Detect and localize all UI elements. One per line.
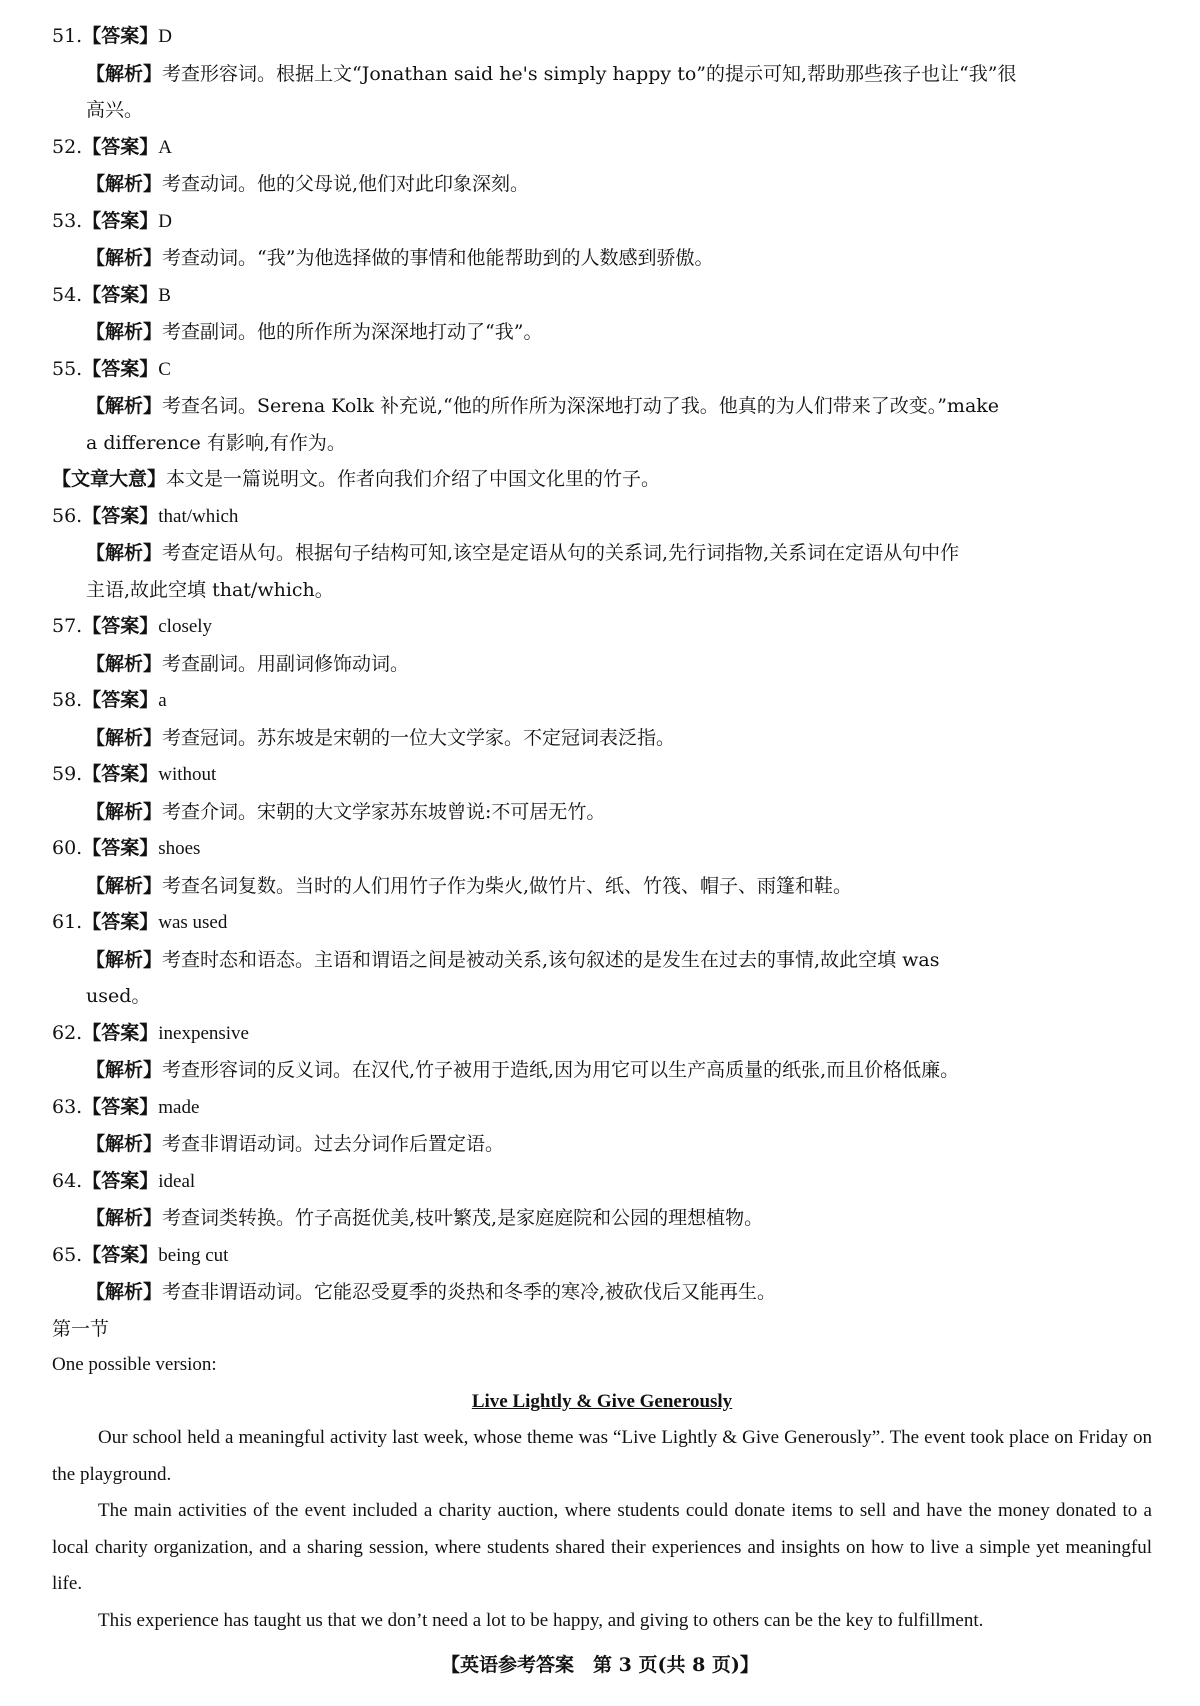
answer-tag: 【答案】	[82, 837, 159, 859]
explanation-line	[52, 868, 1152, 905]
explanation-line	[52, 425, 1152, 462]
explanation-tag: 【解析】	[86, 247, 163, 269]
answer-tag: 【答案】	[82, 911, 159, 933]
explanation-tag: 【解析】	[86, 652, 163, 675]
explanation-tag: 【解析】	[86, 1281, 163, 1303]
answer-line	[52, 608, 1152, 646]
answer-line	[52, 18, 1152, 56]
question-number: 58.	[52, 689, 83, 711]
answer-value: A	[158, 136, 172, 158]
explanation-line	[52, 56, 1152, 93]
answer-tag: 【答案】	[82, 283, 159, 306]
essay-paragraph-2: The main activities of the event included a charity auction, where students could donate items to sell and have the money donated to a local charity organization, and a sharing session, where students shared their experiences and insights on how to live a simple yet meaningful life.	[52, 1500, 1152, 1594]
answer-key-page	[52, 18, 1152, 1639]
question-number: 63.	[52, 1095, 83, 1118]
question-number: 56.	[52, 504, 83, 527]
answer-value: was used	[158, 912, 228, 933]
explanation-line	[52, 1274, 1152, 1311]
explanation-text: used。	[86, 985, 151, 1007]
explanation-line	[52, 572, 1152, 609]
answer-value: inexpensive	[158, 1022, 249, 1044]
answer-value: that/which	[158, 505, 239, 527]
explanation-line	[52, 388, 1152, 425]
page-footer: 【英语参考答案 第 3 页(共 8 页)】	[441, 1654, 759, 1676]
explanation-tag: 【解析】	[86, 173, 163, 195]
explanation-tag: 【解析】	[86, 1059, 163, 1081]
explanation-line	[52, 720, 1152, 757]
explanation-line	[52, 646, 1152, 683]
explanation-line	[52, 240, 1152, 277]
explanation-tag: 【解析】	[86, 395, 163, 417]
explanation-line	[52, 942, 1152, 979]
explanation-line	[52, 1052, 1152, 1089]
answer-tag: 【答案】	[82, 135, 159, 158]
explanation-line	[52, 166, 1152, 203]
explanation-tag: 【解析】	[86, 800, 163, 823]
explanation-tag: 【解析】	[86, 1207, 163, 1229]
explanation-text: 考查副词。用副词修饰动词。	[162, 652, 410, 675]
explanation-text: 考查词类转换。竹子高挺优美,枝叶繁茂,是家庭庭院和公园的理想植物。	[162, 1207, 764, 1229]
explanation-line	[52, 1200, 1152, 1237]
answer-value: B	[158, 284, 171, 306]
answer-line	[52, 682, 1152, 720]
answer-value: closely	[158, 616, 213, 637]
explanation-line	[52, 92, 1152, 129]
answer-line	[52, 1237, 1152, 1275]
answer-tag: 【答案】	[82, 763, 159, 785]
answer-value: shoes	[158, 838, 201, 859]
explanation-tag: 【解析】	[86, 62, 163, 85]
summary-line	[52, 461, 1152, 498]
explanation-line	[52, 978, 1152, 1015]
answer-tag: 【答案】	[82, 1243, 159, 1266]
answer-tag: 【答案】	[82, 689, 159, 711]
answer-line	[52, 351, 1152, 389]
explanation-text: 考查形容词的反义词。在汉代,竹子被用于造纸,因为用它可以生产高质量的纸张,而且价格低廉。	[162, 1059, 960, 1081]
answer-tag: 【答案】	[82, 25, 159, 47]
explanation-text: 考查形容词。根据上文“Jonathan said he's simply happy to”的提示可知,帮助那些孩子也让“我”很	[162, 62, 1017, 85]
explanation-text: 考查动词。他的父母说,他们对此印象深刻。	[162, 173, 530, 195]
answer-line	[52, 498, 1152, 536]
answer-tag: 【答案】	[82, 1095, 159, 1118]
section-intro: One possible version:	[52, 1354, 217, 1375]
answer-line	[52, 1163, 1152, 1201]
essay-paragraph-1: Our school held a meaningful activity last week, whose theme was “Live Lightly & Give Generously”. The event took place on Friday on the playground.	[52, 1427, 1152, 1485]
answer-value: ideal	[158, 1170, 196, 1192]
answer-line	[52, 904, 1152, 942]
explanation-text: 考查非谓语动词。它能忍受夏季的炎热和冬季的寒冷,被砍伐后又能再生。	[162, 1281, 777, 1303]
answer-tag: 【答案】	[82, 357, 159, 380]
question-number: 53.	[52, 209, 83, 232]
answer-value: C	[158, 358, 171, 380]
answer-line	[52, 1089, 1152, 1127]
answer-value: D	[158, 26, 172, 47]
question-number: 62.	[52, 1021, 83, 1044]
explanation-tag: 【解析】	[86, 542, 163, 564]
answers-56-65	[52, 498, 1152, 1311]
explanation-text: 考查名词复数。当时的人们用竹子作为柴火,做竹片、纸、竹筏、帽子、雨篷和鞋。	[162, 874, 853, 897]
answer-line	[52, 1015, 1152, 1053]
explanation-line	[52, 794, 1152, 831]
explanation-line	[52, 1126, 1152, 1163]
section-heading: 第一节	[52, 1317, 110, 1340]
explanation-tag: 【解析】	[86, 874, 163, 897]
answer-value: made	[158, 1096, 200, 1118]
question-number: 51.	[52, 25, 83, 47]
explanation-line	[52, 535, 1152, 572]
essay-paragraph-3: This experience has taught us that we don’t need a lot to be happy, and giving to others can be the key to fulfillment.	[98, 1609, 984, 1631]
explanation-tag: 【解析】	[86, 321, 163, 343]
summary-text: 本文是一篇说明文。作者向我们介绍了中国文化里的竹子。	[166, 468, 661, 490]
answer-tag: 【答案】	[82, 615, 159, 637]
explanation-line	[52, 314, 1152, 351]
answers-51-55	[52, 18, 1152, 461]
answer-value: being cut	[158, 1244, 229, 1266]
explanation-text: 考查名词。Serena Kolk 补充说,“他的所作所为深深地打动了我。他真的为人们带来了改变。”make	[162, 395, 1000, 417]
question-number: 60.	[52, 837, 83, 859]
answer-value: a	[158, 690, 167, 711]
answer-tag: 【答案】	[82, 504, 159, 527]
answer-line	[52, 203, 1152, 241]
essay-title: Live Lightly & Give Generously	[471, 1390, 733, 1412]
explanation-text: 主语,故此空填 that/which。	[86, 578, 334, 601]
explanation-text: 考查介词。宋朝的大文学家苏东坡曾说:不可居无竹。	[162, 800, 606, 823]
question-number: 55.	[52, 357, 83, 380]
explanation-text: a difference 有影响,有作为。	[86, 431, 346, 454]
question-number: 61.	[52, 911, 83, 933]
explanation-text: 考查动词。“我”为他选择做的事情和他能帮助到的人数感到骄傲。	[162, 247, 714, 269]
answer-tag: 【答案】	[82, 1169, 159, 1192]
explanation-tag: 【解析】	[86, 1133, 163, 1155]
question-number: 64.	[52, 1169, 83, 1192]
question-number: 59.	[52, 763, 83, 785]
question-number: 52.	[52, 135, 83, 158]
answer-value: D	[158, 210, 172, 232]
explanation-text: 考查副词。他的所作所为深深地打动了“我”。	[162, 321, 543, 343]
answer-line	[52, 756, 1152, 794]
explanation-text: 考查冠词。苏东坡是宋朝的一位大文学家。不定冠词表泛指。	[162, 726, 676, 749]
answer-line	[52, 129, 1152, 167]
explanation-tag: 【解析】	[86, 726, 163, 749]
answer-line	[52, 830, 1152, 868]
question-number: 57.	[52, 615, 83, 637]
answer-tag: 【答案】	[82, 209, 159, 232]
question-number: 65.	[52, 1243, 83, 1266]
explanation-text: 考查时态和语态。主语和谓语之间是被动关系,该句叙述的是发生在过去的事情,故此空填 was	[162, 948, 940, 971]
explanation-text: 考查非谓语动词。过去分词作后置定语。	[162, 1133, 505, 1155]
answer-line	[52, 277, 1152, 315]
explanation-text: 考查定语从句。根据句子结构可知,该空是定语从句的关系词,先行词指物,关系词在定语从句中作	[162, 542, 960, 564]
explanation-tag: 【解析】	[86, 948, 163, 971]
answer-tag: 【答案】	[82, 1021, 159, 1044]
summary-tag: 【文章大意】	[52, 468, 167, 490]
answer-value: without	[158, 764, 217, 785]
explanation-text: 高兴。	[86, 99, 144, 121]
question-number: 54.	[52, 283, 83, 306]
